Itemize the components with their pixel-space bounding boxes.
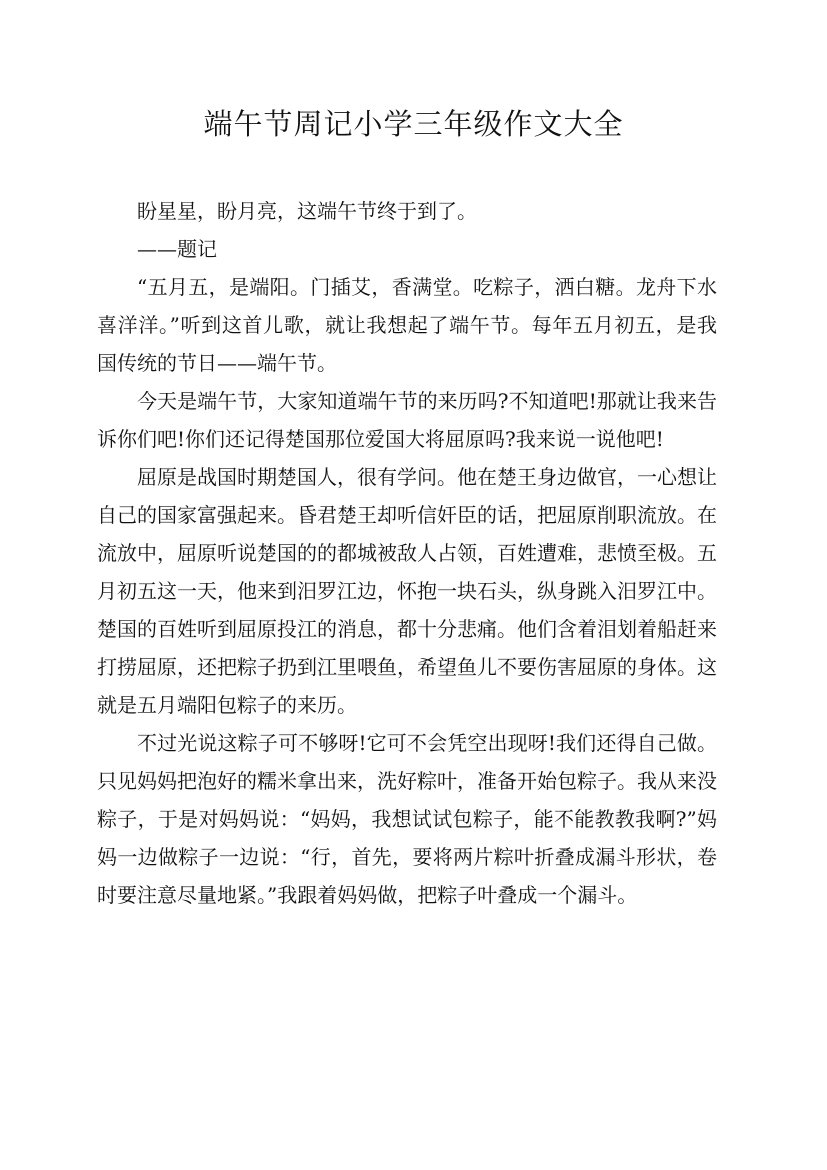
paragraph-making: 不过光说这粽子可不够呀!它可不会凭空出现呀!我们还得自己做。只见妈妈把泡好的糯米拿出来，洗好粽叶，准备开始包粽子。我从来没粽子，于是对妈妈说：“妈妈，我想试试包粽子，能不能教教我啊?”妈妈一边做粽子一边说：“行，首先，要将两片粽叶折叠成漏斗形状，卷时要注意尽量地紧。”我跟着妈妈做，把粽子叶叠成一个漏斗。: [97, 731, 717, 907]
paragraph-quyuan: 屈原是战国时期楚国人，很有学问。他在楚王身边做官，一心想让自己的国家富强起来。昏君楚王却听信奸臣的话，把屈原削职流放。在流放中，屈原听说楚国的的都城被敌人占领，百姓遭难，悲愤至极。五月初五这一天，他来到汨罗江边，怀抱一块石头，纵身跳入汨罗江中。楚国的百姓听到屈原投江的消息，都十分悲痛。他们含着泪划着船赶来打捞屈原，还把粽子扔到江里喂鱼，希望鱼儿不要伤害屈原的身体。这就是五月端阳包粽子的来历。: [97, 465, 717, 717]
document-body: [97, 192, 717, 914]
paragraph-song: “五月五，是端阳。门插艾，香满堂。吃粽子，洒白糖。龙舟下水喜洋洋。”听到这首儿歌，就让我想起了端午节。每年五月初五，是我国传统的节日——端午节。: [97, 275, 717, 375]
paragraph-question: 今天是端午节，大家知道端午节的来历吗?不知道吧!那就让我来告诉你们吧!你们还记得楚国那位爱国大将屈原吗?我来说一说他吧!: [97, 389, 717, 451]
paragraph-intro: 盼星星，盼月亮，这端午节终于到了。: [137, 199, 477, 223]
document-title: 端午节周记小学三年级作文大全: [203, 107, 624, 141]
paragraph-epigraph: ——题记: [137, 237, 217, 261]
